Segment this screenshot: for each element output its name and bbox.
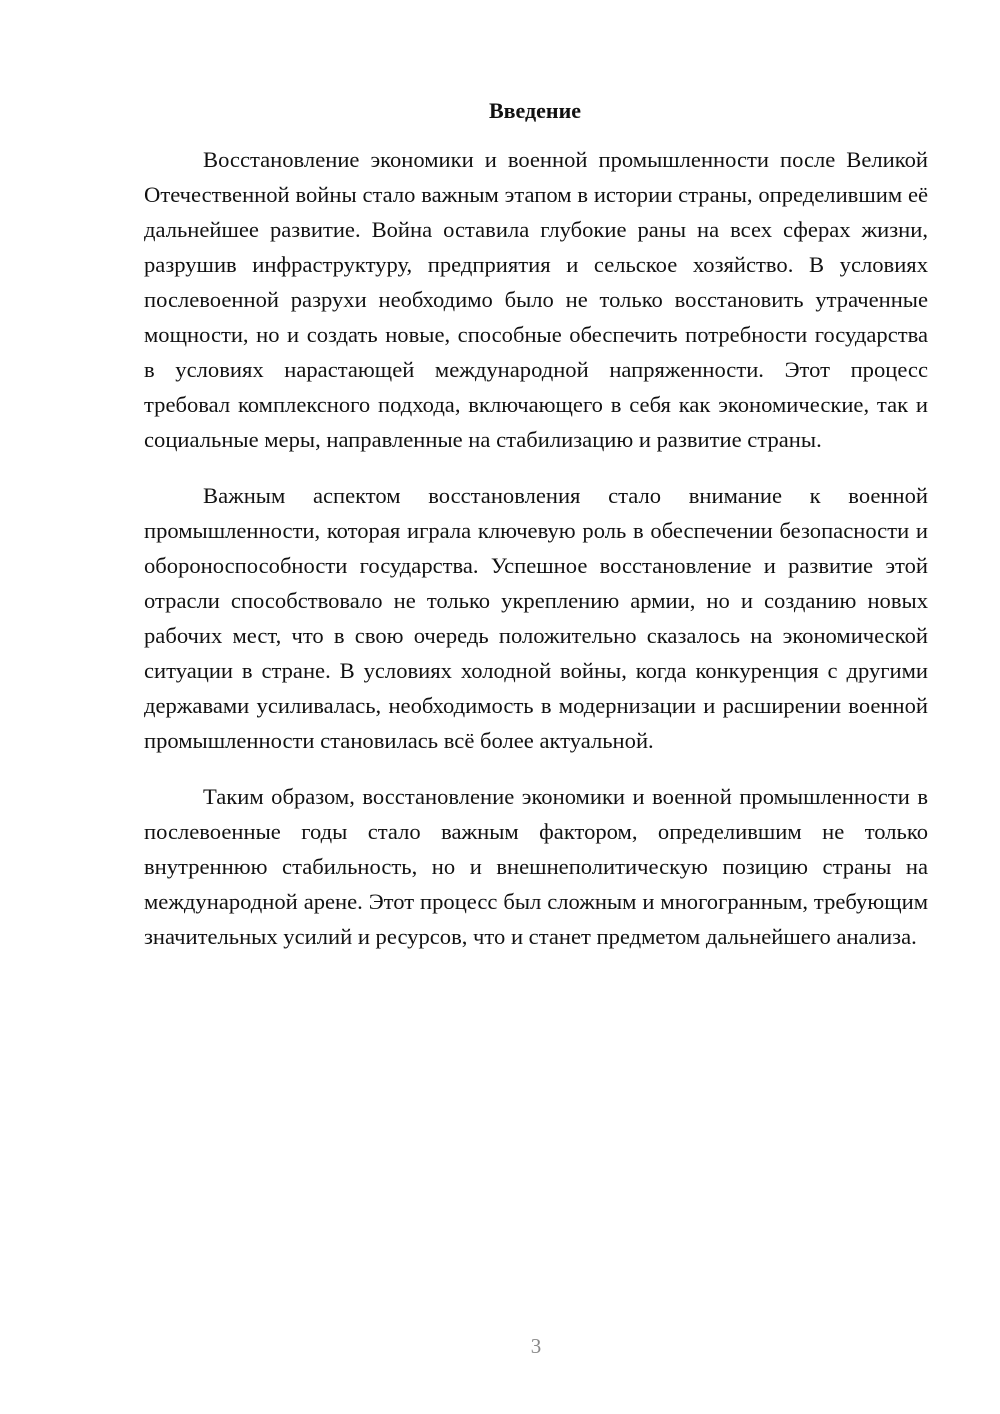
- paragraph-3: Таким образом, восстановление экономики и военной промышленности в послевоенные годы стало важным фактором, определившим не только внутреннюю стабильность, но и внешнеполитическую позицию страны на международной арене. Этот процесс был сложным и многогранным, требующим значительных усилий и ресурсов, что и станет предметом дальнейшего анализа.: [144, 784, 928, 949]
- document-body: [144, 142, 928, 975]
- paragraph-2: Важным аспектом восстановления стало внимание к военной промышленности, которая играла ключевую роль в обеспечении безопасности и обороноспособности государства. Успешное восстановление и развитие этой отрасли способствовало не только укреплению армии, но и созданию новых рабочих мест, что в свою очередь положительно сказалось на экономической ситуации в стране. В условиях холодной войны, когда конкуренция с другими державами усиливалась, необходимость в модернизации и расширении военной промышленности становилась всё более актуальной.: [144, 483, 928, 753]
- page-title: Введение: [488, 98, 582, 123]
- paragraph-1: Восстановление экономики и военной промышленности после Великой Отечественной войны стало важным этапом в истории страны, определившим её дальнейшее развитие. Война оставила глубокие раны на всех сферах жизни, разрушив инфраструктуру, предприятия и сельское хозяйство. В условиях послевоенной разрухи необходимо было не только восстановить утраченные мощности, но и создать новые, способные обеспечить потребности государства в условиях нарастающей международной напряженности. Этот процесс требовал комплексного подхода, включающего в себя как экономические, так и социальные меры, направленные на стабилизацию и развитие страны.: [144, 147, 928, 452]
- page-number: 3: [530, 1334, 542, 1358]
